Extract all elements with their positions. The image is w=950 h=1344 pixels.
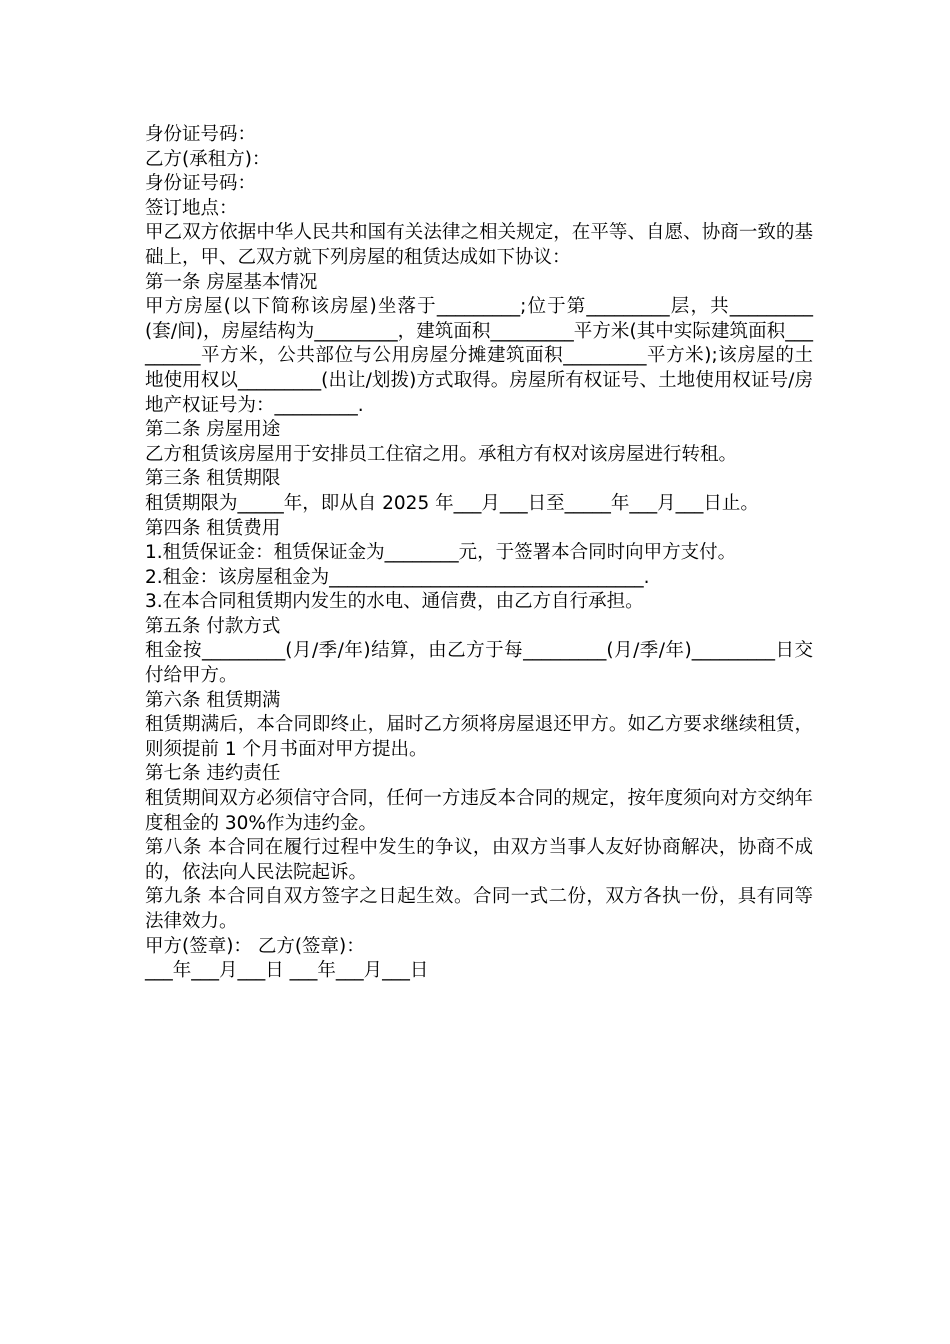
paragraph-article-9: 第九条 本合同自双方签字之日起生效。合同一式二份，双方各执一份，具有同等法律效力。 [145, 886, 813, 932]
paragraph-article-3: 租赁期限为_____年，即从自 2025 年___月___日至_____年___月___日止。 [145, 492, 759, 514]
signature-labels: 甲方(签章)： 乙方(签章)： [145, 935, 365, 957]
paragraph-article-5: 租金按_________(月/季/年)结算，由乙方于每_________(月/季/年)_________日交付给甲方。 [145, 640, 813, 687]
heading-article-4: 第四条 租赁费用 [145, 517, 281, 539]
paragraph-article-4-item-1: 1.租赁保证金：租赁保证金为________元，于签署本合同时向甲方支付。 [145, 542, 737, 564]
contract-document [145, 123, 813, 984]
paragraph-article-7: 租赁期间双方必须信守合同，任何一方违反本合同的规定，按年度须向对方交纳年度租金的 30%作为违约金。 [145, 788, 813, 834]
heading-article-7: 第七条 违约责任 [145, 763, 281, 785]
heading-article-6: 第六条 租赁期满 [145, 689, 281, 711]
paragraph-article-4-item-2: 2.租金：该房屋租金为__________________________________. [145, 566, 650, 588]
heading-article-3: 第三条 租赁期限 [145, 468, 281, 490]
heading-article-1: 第一条 房屋基本情况 [145, 271, 318, 293]
paragraph-party-b: 乙方(承租方)： [145, 148, 271, 170]
heading-article-2: 第二条 房屋用途 [145, 419, 281, 441]
paragraph-article-6: 租赁期满后，本合同即终止，届时乙方须将房屋退还甲方。如乙方要求继续租赁，则须提前 1 个月书面对甲方提出。 [145, 714, 813, 760]
paragraph-preamble: 甲乙双方依据中华人民共和国有关法律之相关规定，在平等、自愿、协商一致的基础上，甲、乙双方就下列房屋的租赁达成如下协议： [145, 222, 813, 268]
signature-dates: ___年___月___日 ___年___月___日 [145, 960, 429, 982]
paragraph-article-8: 第八条 本合同在履行过程中发生的争议，由双方当事人友好协商解决，协商不成的，依法向人民法院起诉。 [145, 837, 813, 883]
paragraph-signing-place: 签订地点： [145, 197, 238, 219]
paragraph-article-2: 乙方租赁该房屋用于安排员工住宿之用。承租方有权对该房屋进行转租。 [145, 443, 738, 465]
paragraph-id-number-b: 身份证号码： [145, 173, 257, 195]
paragraph-article-4-item-3: 3.在本合同租赁期内发生的水电、通信费，由乙方自行承担。 [145, 591, 644, 613]
paragraph-id-number-a: 身份证号码： [145, 124, 257, 145]
heading-article-5: 第五条 付款方式 [145, 615, 281, 637]
paragraph-article-1: 甲方房屋(以下简称该房屋)坐落于_________;位于第_________层，共_________(套/间)，房屋结构为_________，建筑面积_________平方米(其中实际建筑面积_________平方米，公共部位与公用房屋分摊建筑面积_________平方米);该房屋的土地使用权以_________(出让/划拨)方式取得。房屋所有权证号、土地使用权证号/房地产权证号为：_________. [145, 296, 813, 416]
